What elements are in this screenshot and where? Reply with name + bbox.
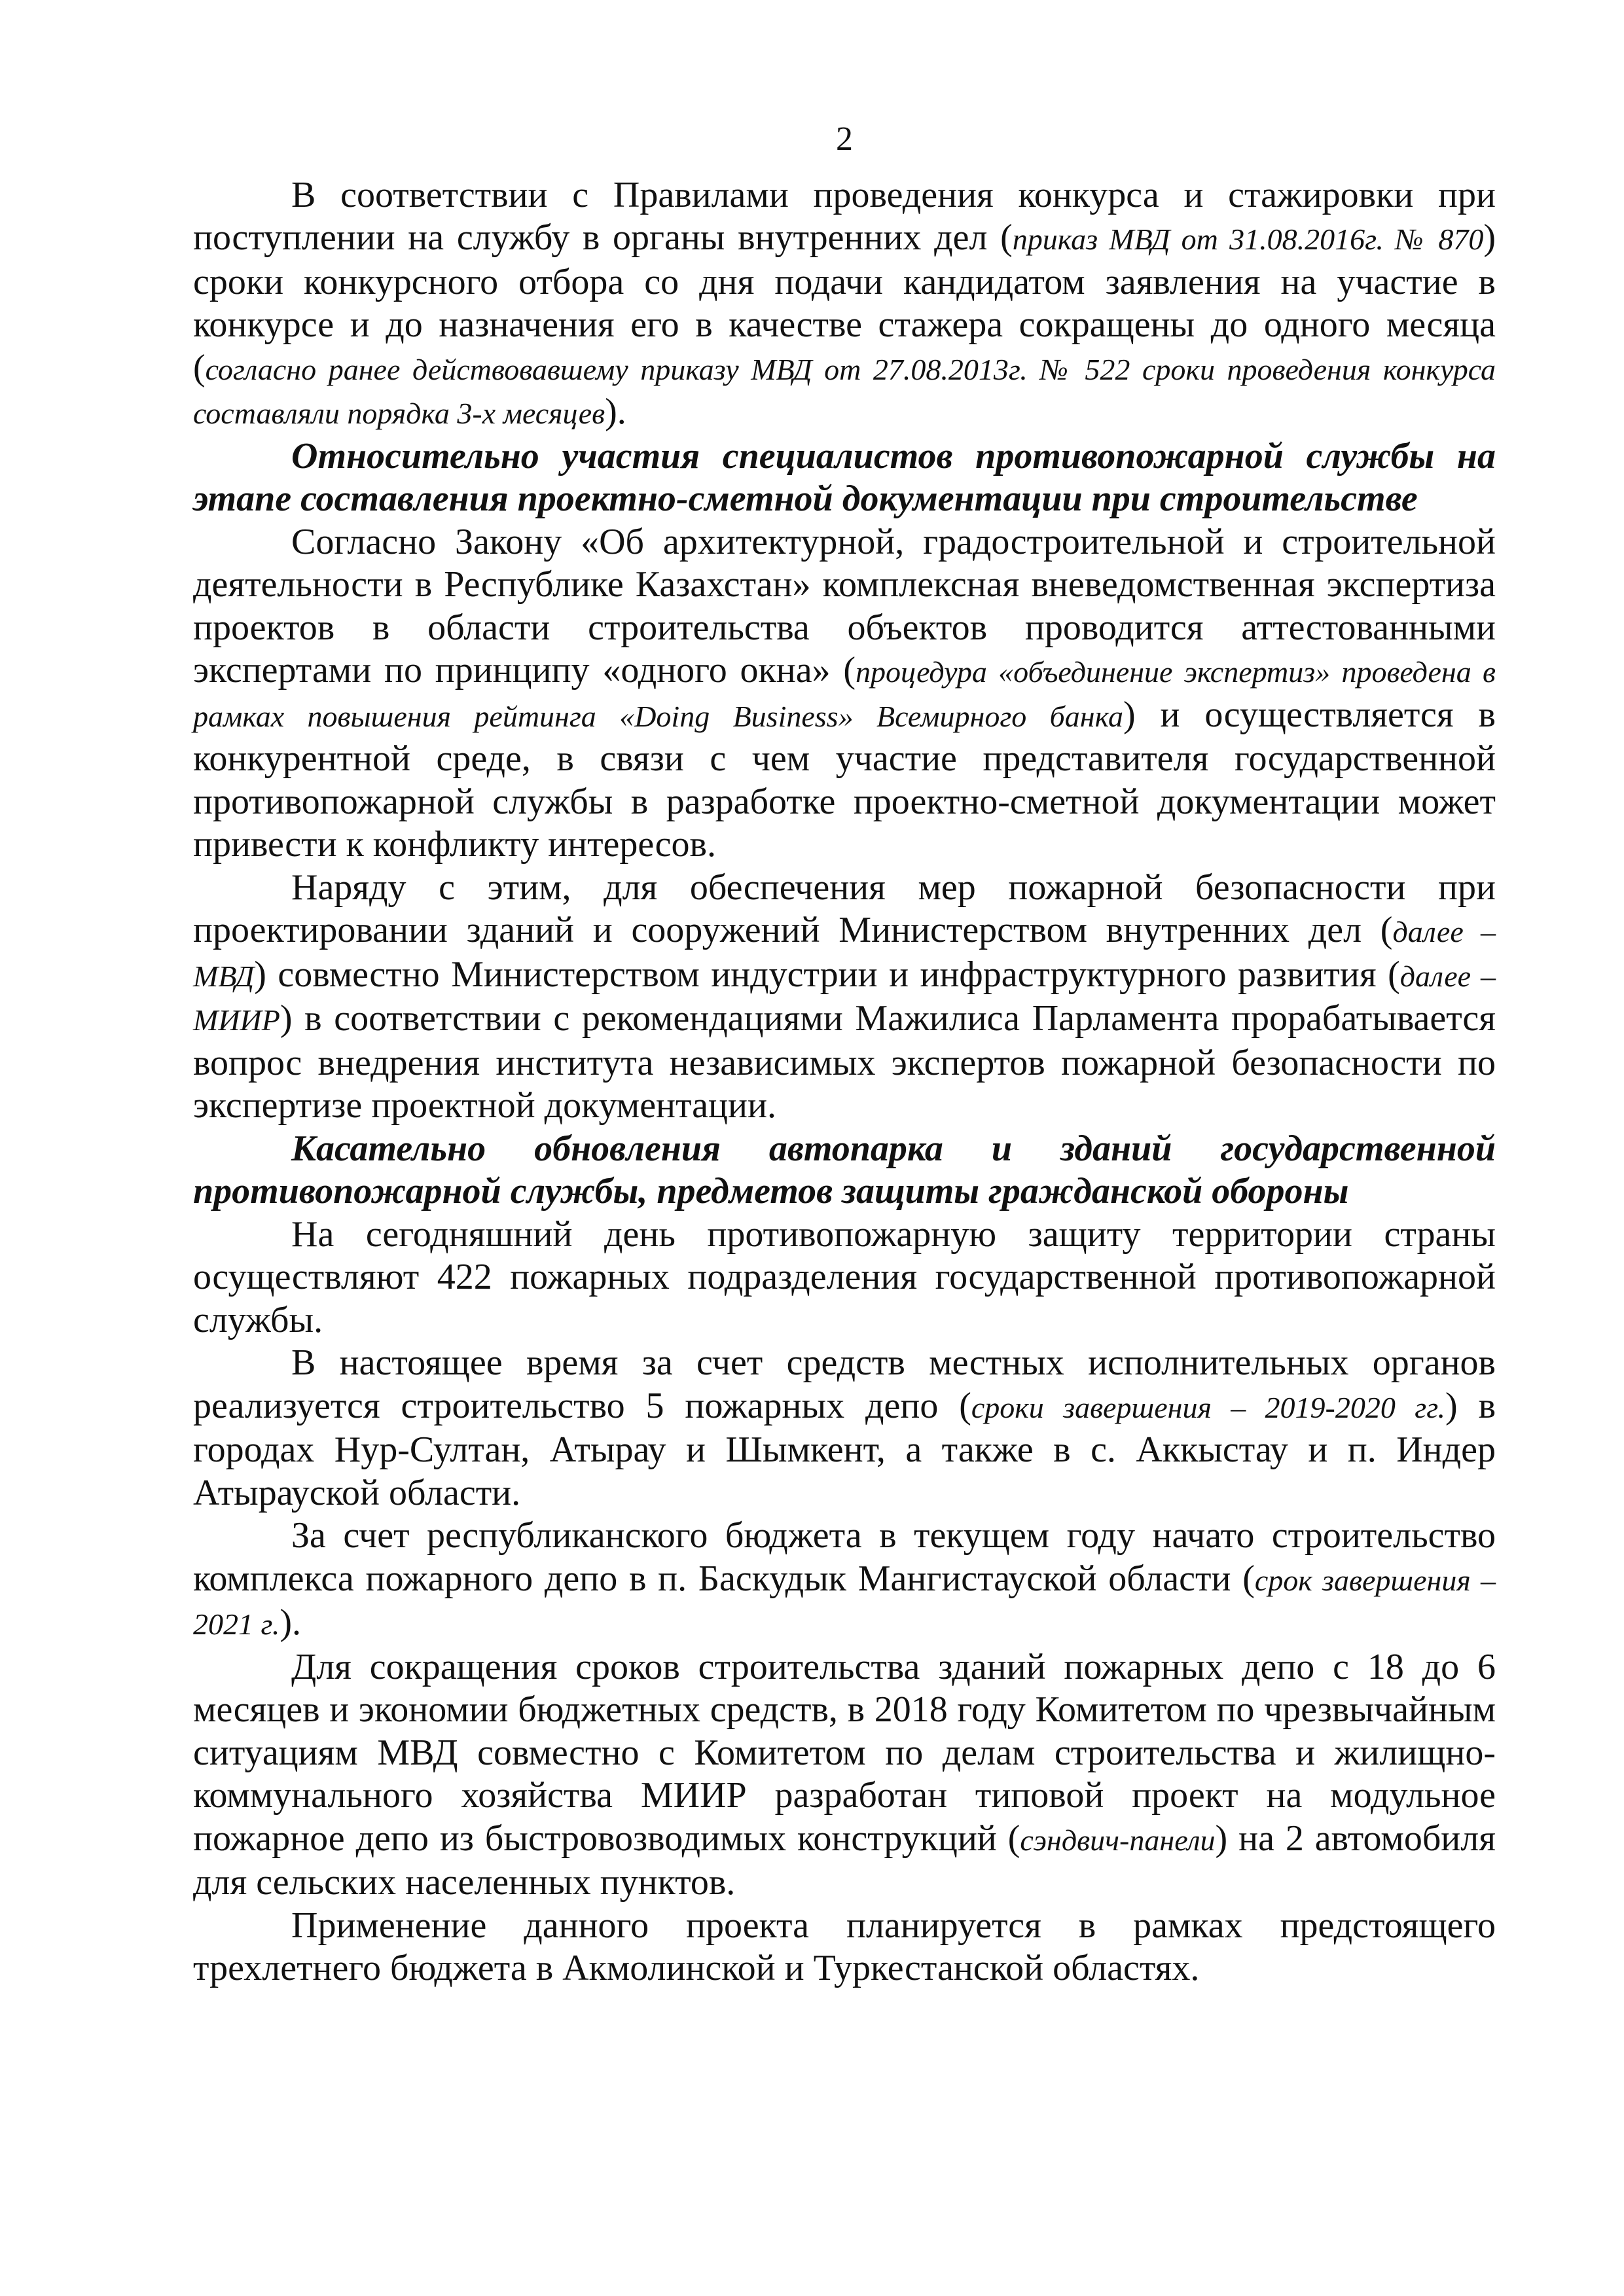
text-run: В настоящее время за счет средств местных исполнительных органов реализуется строительство 5 пожарных депо ( bbox=[193, 1342, 1496, 1426]
text-run: За счет республиканского бюджета в текущем году начато строительство комплекса пожарного депо в п. Баскудык Мангистауской области ( bbox=[193, 1515, 1496, 1599]
italic-note: процедура «объединение экспертиз» проведена в рамках повышения рейтинга «Doing Business» Всемирного банка bbox=[193, 655, 1496, 733]
text-run: ). bbox=[280, 1602, 301, 1643]
paragraph-project-application bbox=[193, 1905, 1496, 1990]
document-page bbox=[193, 118, 1496, 1990]
text-run: Согласно Закону «Об архитектурной, градостроительной и строительной деятельности в Республике Казахстан» комплексная вневедомственная экспертиза проектов в области строительства объектов проводится аттестованными экспертами по принципу «одного окна» ( bbox=[193, 521, 1496, 691]
page-number: 2 bbox=[836, 120, 853, 158]
text-run: На сегодняшний день противопожарную защиту территории страны осуществляют 422 пожарных подразделения государственной противопожарной службы. bbox=[193, 1213, 1496, 1340]
italic-note: приказ МВД от 31.08.2016г. № 870 bbox=[1012, 223, 1484, 256]
text-run: ) в городах Нур-Султан, Атырау и Шымкент, а также в с. Аккыстау и п. Индер Атырауской области. bbox=[193, 1385, 1496, 1513]
paragraph-expertise-law bbox=[193, 521, 1496, 867]
italic-note: далее – МИИР bbox=[193, 959, 1496, 1037]
italic-note: согласно ранее действовавшему приказу МВД от 27.08.2013г. № 522 сроки проведения конкурса составляли порядка 3-х месяцев bbox=[193, 352, 1496, 430]
text-run: ) сроки конкурсного отбора со дня подачи кандидатом заявления на участие в конкурсе и до назначения его в качестве стажера сокращены до одного месяца ( bbox=[193, 217, 1496, 388]
paragraph-republican-budget bbox=[193, 1515, 1496, 1646]
text-run: ) совместно Министерством индустрии и инфраструктурного развития ( bbox=[254, 954, 1400, 995]
section-heading-fire-service-design: Относительно участия специалистов противопожарной службы на этапе составления проектно-сметной документации при строительстве bbox=[193, 435, 1496, 519]
text-run: В соответствии с Правилами проведения конкурса и стажировки при поступлении на службу в органы внутренних дел ( bbox=[193, 174, 1496, 258]
paragraph-independent-experts bbox=[193, 867, 1496, 1128]
paragraph-modular-depot bbox=[193, 1646, 1496, 1905]
section-heading-fleet-update: Касательно обновления автопарка и зданий государственной противопожарной службы, предметов защиты гражданской обороны bbox=[193, 1128, 1496, 1211]
italic-note: сэндвич-панели bbox=[1020, 1823, 1216, 1857]
text-run: ) в соответствии с рекомендациями Мажилиса Парламента прорабатывается вопрос внедрения института независимых экспертов пожарной безопасности по экспертизе проектной документации. bbox=[193, 998, 1496, 1126]
text-run: Наряду с этим, для обеспечения мер пожарной безопасности при проектировании зданий и сооружений Министерством внутренних дел ( bbox=[193, 867, 1496, 950]
text-run: ) и осуществляется в конкурентной среде, в связи с чем участие представителя государственной противопожарной службы в разработке проектно-сметной документации может привести к конфликту интересов. bbox=[193, 694, 1496, 865]
text-run: Для сокращения сроков строительства зданий пожарных депо с 18 до 6 месяцев и экономии бюджетных средств, в 2018 году Комитетом по чрезвычайным ситуациям МВД совместно с Комитетом по делам строительства и жилищно-коммунального хозяйства МИИР разработан типовой проект на модульное пожарное депо из быстровозводимых конструкций ( bbox=[193, 1646, 1496, 1859]
italic-note: срок завершения – 2021 г. bbox=[193, 1563, 1496, 1641]
italic-note: далее – МВД bbox=[193, 915, 1496, 993]
italic-note: сроки завершения – 2019-2020 гг. bbox=[971, 1390, 1446, 1424]
paragraph-local-construction bbox=[193, 1342, 1496, 1515]
paragraph-contest-terms bbox=[193, 174, 1496, 435]
paragraph-fire-units bbox=[193, 1213, 1496, 1342]
text-run: Применение данного проекта планируется в рамках предстоящего трехлетнего бюджета в Акмолинской и Туркестанской областях. bbox=[193, 1905, 1496, 1988]
text-run: ). bbox=[605, 391, 626, 432]
text-run: ) на 2 автомобиля для сельских населенных пунктов. bbox=[193, 1818, 1496, 1903]
